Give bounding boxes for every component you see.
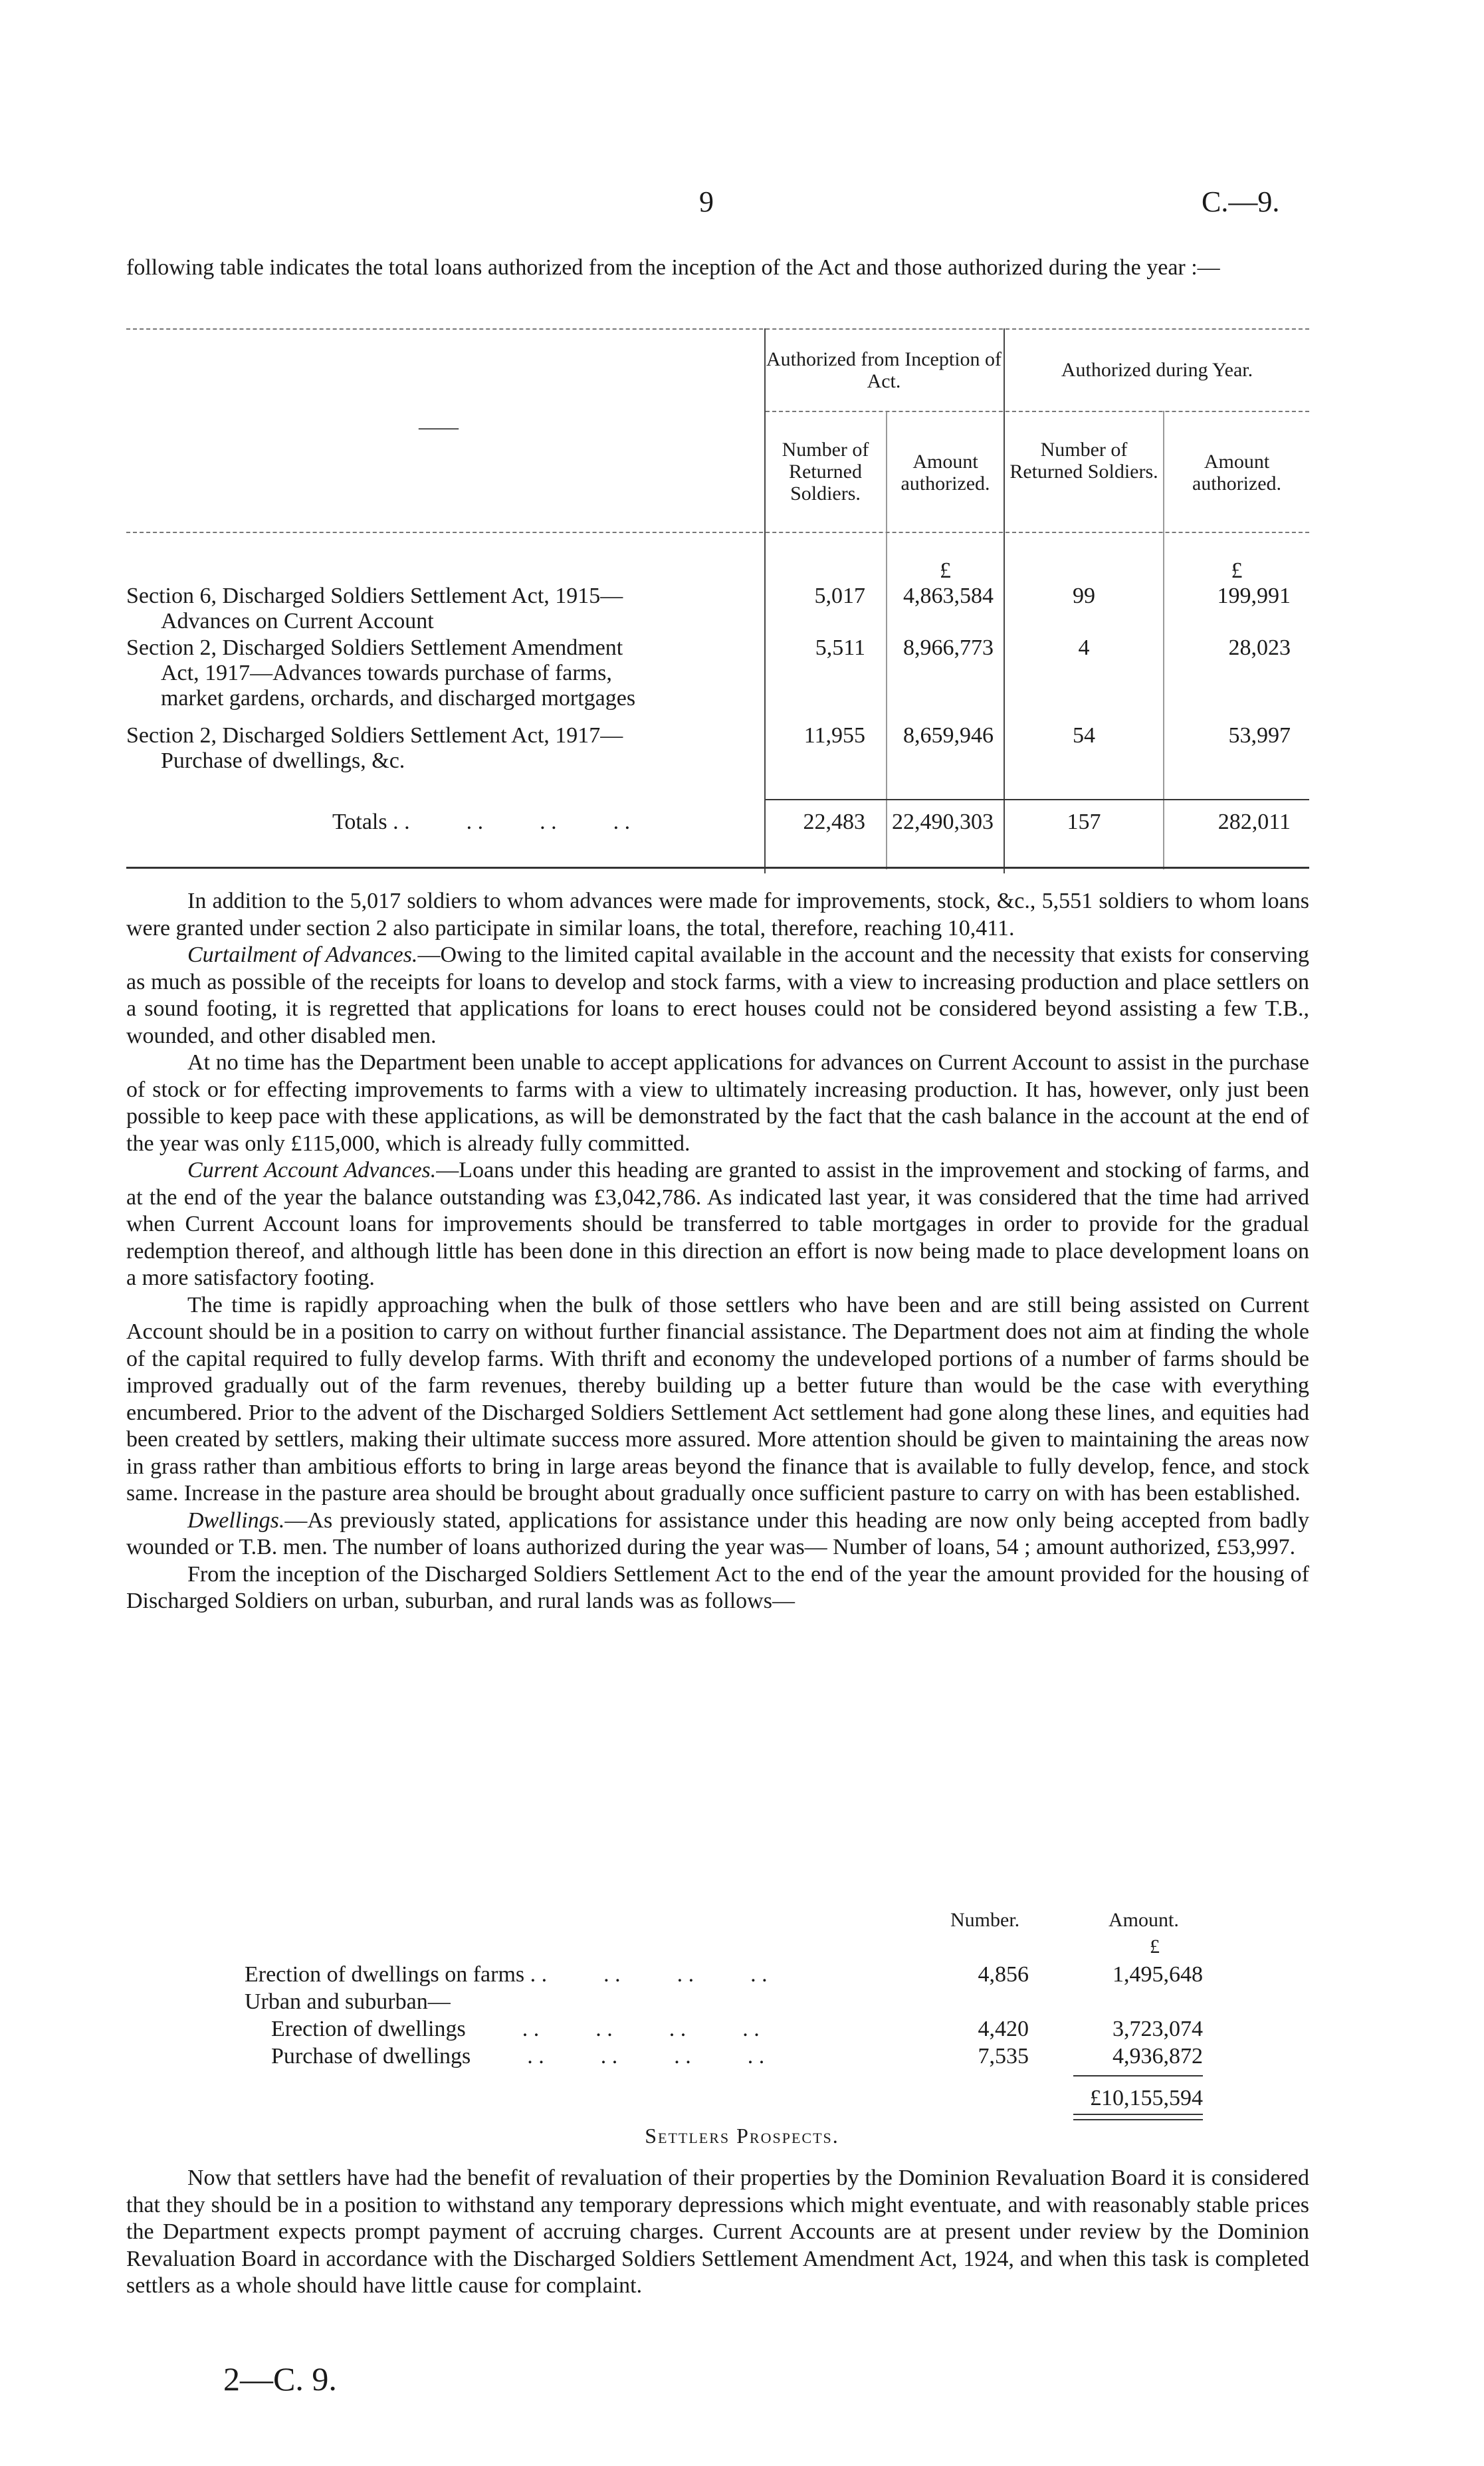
totals-label: Totals . . . . . . . . [332, 810, 631, 834]
paragraph: From the inception of the Discharged Soldiers Settlement Act to the end of the year the amount provided for the housing of Discharged Soldiers on urban, suburban, and rural lands was as follows— [126, 1561, 1309, 1613]
label-column-dash: —— [419, 416, 459, 438]
dwellings-row-label: Urban and suburban— [245, 1989, 451, 2014]
paragraph: Curtailment of Advances.—Owing to the limited capital available in the account and the necessity that exists for conserving as much as possible of the receipts for loans to develop and stock farms, with a view to increasing production and place settlers on a sound footing, it is regretted that applications for loans to erect houses could not be considered beyond assisting a few T.B., wounded, and other disabled men. [126, 943, 1309, 1048]
table-row-label: Section 2, Discharged Soldiers Settlement Act, 1917— Purchase of dwellings, &c. [126, 723, 623, 773]
dwellings-total: £10,155,594 [1090, 2086, 1203, 2110]
dwellings-currency: £ [1150, 1936, 1160, 1958]
table-cell: 5,511 [815, 635, 865, 660]
group-header-year: Authorized during Year. [1061, 359, 1253, 381]
dwellings-amount: 4,936,872 [1113, 2044, 1203, 2069]
dwellings-row-label: Purchase of dwellings . . . . . . . . [271, 2044, 765, 2069]
totals-cell: 22,490,303 [892, 810, 994, 834]
table-cell: 53,997 [1228, 723, 1291, 748]
table-cell: 11,955 [803, 723, 865, 748]
body-text [126, 888, 1309, 1615]
table-cell: 5,017 [814, 584, 865, 608]
table-row-label: Section 6, Discharged Soldiers Settlement Act, 1915— Advances on Current Account [126, 584, 623, 633]
closing-text [126, 2165, 1309, 2300]
dwellings-number: 7,535 [978, 2044, 1029, 2069]
dwellings-row-label: Erection of dwellings . . . . . . . . [271, 2017, 760, 2041]
dwellings-row-label: Erection of dwellings on farms . . . . . . . . [245, 1962, 768, 1987]
totals-cell: 22,483 [803, 810, 865, 834]
paragraph: Current Account Advances.—Loans under this heading are granted to assist in the improvement and stocking of farms, and at the end of the year the balance outstanding was £3,042,786. As indicated last year, it was considered that the time had arrived when Current Account loans for improvements should be transferred to table mortgages in order to provide for the gradual redemption thereof, and although little has been done in this direction an effort is now being made to place development loans on a more satisfactory footing. [126, 1158, 1309, 1290]
section-heading: Settlers Prospects. [645, 2124, 839, 2148]
intro-text: following table indicates the total loans authorized from the inception of the Act and those authorized during the year :— [126, 255, 1220, 280]
dwellings-number: 4,856 [978, 1962, 1029, 1987]
table-cell: 199,991 [1217, 584, 1291, 608]
currency-mark: £ [940, 558, 951, 583]
currency-mark: £ [1231, 558, 1243, 583]
group-header-inception: Authorized from Inception of Act. [766, 348, 1002, 392]
dwellings-number: 4,420 [978, 2017, 1029, 2041]
footer-code: 2—C. 9. [223, 2360, 337, 2398]
col-header-amount-year: Amount authorized. [1192, 451, 1282, 495]
paragraph: At no time has the Department been unable to accept applications for advances on Current Account to assist in the purchase of stock or for effecting improvements to farms with a view to ultimately increasing production. It has, however, only just been possible to keep pace with these applications, as will be demonstrated by the fact that the cash balance in the account at the end of the year was only £115,000, which is already fully committed. [126, 1050, 1309, 1156]
dwellings-header-number: Number. [950, 1909, 1020, 1931]
loans-table [126, 318, 1309, 869]
dwellings-amount: 3,723,074 [1113, 2017, 1203, 2041]
paragraph: Now that settlers have had the benefit of revaluation of their properties by the Dominion Revaluation Board it is considered that they should be in a position to withstand any temporary depressions which might eventuate, and with reasonably stable prices the Department expects prompt payment of accruing charges. Current Accounts are at present under review by the Dominion Revaluation Board in accordance with the Discharged Soldiers Settlement Amendment Act, 1924, and when this task is completed settlers as a whole should have little cause for complaint. [126, 2166, 1309, 2298]
page-number: 9 [699, 185, 714, 218]
paragraph: The time is rapidly approaching when the bulk of those settlers who have been and are still being assisted on Current Account should be in a position to carry on without further financial assistance. The Department does not aim at finding the whole of the capital required to fully develop farms. With thrift and economy the undeveloped portions of a number of farms should be improved gradually out of the farm revenues, thereby building up a better future than would be the case with everything encumbered. Prior to the advent of the Discharged Soldiers Settlement Act settlement had gone along these lines, and equities had been created by settlers, making their ultimate success more assured. More attention should be given to maintaining the areas now in grass rather than ambitious efforts to bring in large areas beyond the finance that is available to fully develop, fence, and stock same. Increase in the pasture area should be brought about gradually once sufficient pasture to carry on with has been established. [126, 1292, 1309, 1506]
table-cell: 4,863,584 [903, 584, 994, 608]
document-code: C.—9. [1202, 185, 1280, 218]
table-cell: 8,659,946 [903, 723, 994, 748]
table-cell: 4 [1078, 635, 1090, 660]
col-header-number-inception: Number of Returned Soldiers. [782, 439, 869, 504]
table-cell: 54 [1073, 723, 1095, 748]
totals-cell: 282,011 [1218, 810, 1291, 834]
table-row-label: Section 2, Discharged Soldiers Settlement Amendment Act, 1917—Advances towards purchase of farms, market gardens, orchards, and discharged mortgages [126, 635, 636, 711]
table-cell: 99 [1073, 584, 1095, 608]
col-header-amount-inception: Amount authorized. [901, 451, 990, 495]
table-cell: 8,966,773 [903, 635, 994, 660]
paragraph: Dwellings.—As previously stated, applications for assistance under this heading are now only being accepted from badly wounded or T.B. men. The number of loans authorized during the year was— Number of loans, 54 ; amount authorized, £53,997. [126, 1508, 1309, 1559]
dwellings-amount: 1,495,648 [1113, 1962, 1203, 1987]
totals-cell: 157 [1067, 810, 1101, 834]
dwellings-header-amount: Amount. [1109, 1909, 1179, 1931]
table-cell: 28,023 [1228, 635, 1291, 660]
paragraph: In addition to the 5,017 soldiers to whom advances were made for improvements, stock, &c., 5,551 soldiers to whom loans were granted under section 2 also participate in similar loans, the total, therefore, reaching 10,411. [126, 889, 1309, 941]
col-header-number-year: Number of Returned Soldiers. [1009, 439, 1158, 483]
